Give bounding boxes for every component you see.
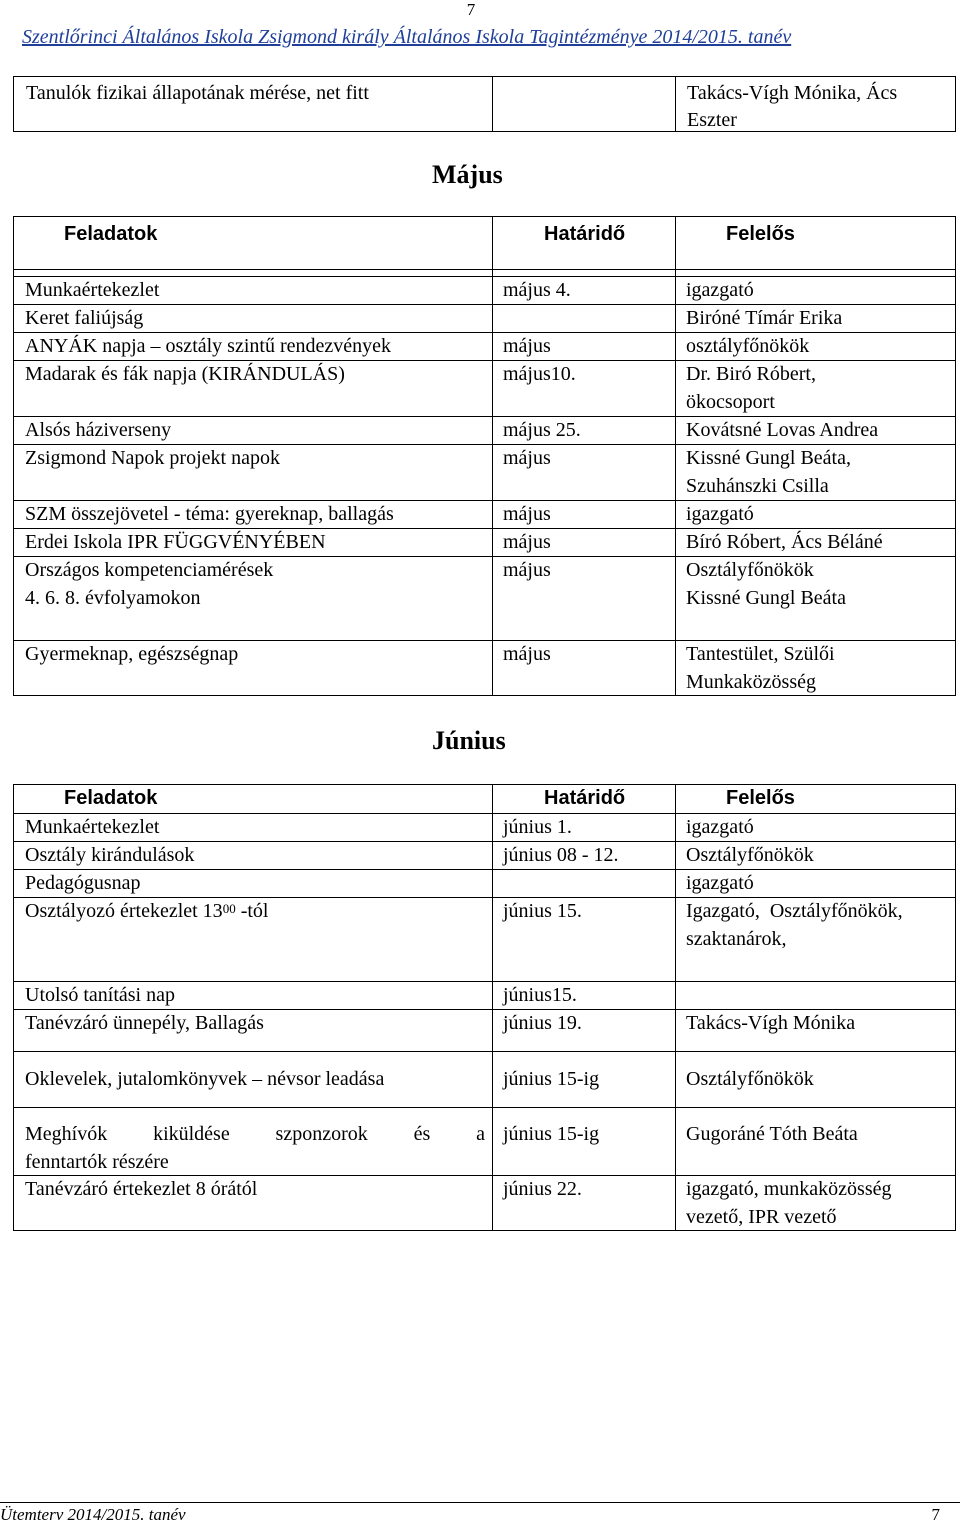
responsible-cell: Osztályfőnökök	[686, 844, 814, 866]
task-cell: Gyermeknap, egészségnap	[25, 643, 239, 665]
task-cell: Erdei Iskola IPR FÜGGVÉNYÉBEN	[25, 531, 326, 553]
task-cell: Országos kompetenciamérések	[25, 559, 274, 581]
task-cell: Tanulók fizikai állapotának mérése, net fitt	[26, 82, 369, 104]
section-title-june: Június	[432, 726, 506, 755]
task-cell: Munkaértekezlet	[25, 816, 160, 838]
footer-title: Ütemterv 2014/2015. tanév	[0, 1505, 186, 1524]
column-header-deadline: Határidő	[544, 787, 626, 809]
task-text: Meghívók kiküldése szponzorok és a	[25, 1123, 485, 1145]
responsible-cell: Osztályfőnökök	[686, 1068, 814, 1090]
task-cell: Munkaértekezlet	[25, 279, 160, 301]
deadline-cell: május	[503, 503, 551, 525]
deadline-cell: május 4.	[503, 279, 571, 301]
responsible-cell: igazgató	[686, 872, 754, 894]
responsible-cell: Takács-Vígh Mónika	[686, 1012, 856, 1034]
task-cell: Tanévzáró értekezlet 8 órától	[25, 1178, 258, 1200]
task-cell: Madarak és fák napja (KIRÁNDULÁS)	[25, 363, 345, 385]
task-cell: Zsigmond Napok projekt napok	[25, 447, 280, 469]
task-cell	[25, 1120, 485, 1148]
responsible-cell: Bíró Róbert, Ács Béláné	[686, 531, 883, 553]
task-cell: Utolsó tanítási nap	[25, 984, 175, 1006]
responsible-cell: igazgató	[686, 503, 754, 525]
task-cell: Keret faliújság	[25, 307, 144, 329]
responsible-cell: Osztályfőnökök	[686, 559, 814, 581]
footer-divider	[0, 1502, 960, 1503]
responsible-cell: Igazgató, Osztályfőnökök,	[686, 900, 903, 922]
responsible-cell: Gugoráné Tóth Beáta	[686, 1123, 858, 1145]
responsible-cell: Takács-Vígh Mónika, Ács	[687, 82, 898, 104]
deadline-cell: május	[503, 447, 551, 469]
deadline-cell: május	[503, 559, 551, 581]
column-header-tasks: Feladatok	[64, 223, 158, 245]
task-cell: Tanévzáró ünnepély, Ballagás	[25, 1012, 264, 1034]
task-cell: Pedagógusnap	[25, 872, 141, 894]
task-superscript: 00	[222, 901, 236, 916]
deadline-cell: május	[503, 643, 551, 665]
responsible-cell: Kovátsné Lovas Andrea	[686, 419, 879, 441]
responsible-cell: Dr. Biró Róbert,	[686, 363, 816, 385]
task-cell	[25, 897, 485, 925]
task-cell: Oklevelek, jutalomkönyvek – névsor leadása	[25, 1068, 385, 1090]
column-header-responsible: Felelős	[726, 787, 795, 809]
deadline-cell: május	[503, 531, 551, 553]
june-rows	[13, 813, 956, 1231]
task-cell: SZM összejövetel - téma: gyereknap, ballagás	[25, 503, 394, 525]
task-cell: Alsós háziverseny	[25, 419, 172, 441]
task-cell: fenntartók részére	[25, 1151, 169, 1173]
responsible-cell: Kissné Gungl Beáta,	[686, 447, 851, 469]
section-title-may: Május	[432, 160, 503, 189]
task-cell: 4. 6. 8. évfolyamokon	[25, 587, 201, 609]
page-header: Szentlőrinci Általános Iskola Zsigmond király Általános Iskola Tagintézménye 2014/2015. tanév	[22, 26, 792, 48]
deadline-cell: június 1.	[503, 816, 572, 838]
deadline-cell: május	[503, 335, 551, 357]
responsible-cell: Biróné Tímár Erika	[686, 307, 843, 329]
deadline-cell: június 08 - 12.	[503, 844, 619, 866]
responsible-cell: vezető, IPR vezető	[686, 1206, 837, 1228]
responsible-cell: igazgató, munkaközösség	[686, 1178, 892, 1200]
responsible-cell: Kissné Gungl Beáta	[686, 587, 846, 609]
column-header-responsible: Felelős	[726, 223, 795, 245]
task-text-suffix: -tól	[235, 900, 269, 922]
task-cell: ANYÁK napja – osztály szintű rendezvények	[25, 335, 391, 357]
deadline-cell: május10.	[503, 363, 576, 385]
deadline-cell: június 15-ig	[503, 1123, 600, 1145]
responsible-cell: igazgató	[686, 816, 754, 838]
column-header-deadline: Határidő	[544, 223, 626, 245]
responsible-cell: ökocsoport	[686, 391, 775, 413]
deadline-cell: június 15-ig	[503, 1068, 600, 1090]
responsible-cell: Munkaközösség	[686, 671, 816, 693]
deadline-cell: június 19.	[503, 1012, 582, 1034]
responsible-cell: Tantestület, Szülői	[686, 643, 835, 665]
deadline-cell: június 15.	[503, 900, 582, 922]
deadline-cell: június 22.	[503, 1178, 582, 1200]
top-row-table	[13, 76, 956, 132]
responsible-cell: osztályfőnökök	[686, 335, 810, 357]
task-text: Osztályozó értekezlet 13	[25, 900, 223, 922]
page-number: 7	[466, 0, 476, 19]
may-rows	[13, 276, 956, 696]
column-header-tasks: Feladatok	[64, 787, 158, 809]
responsible-cell: igazgató	[686, 279, 754, 301]
footer-page-number: 7	[931, 1505, 940, 1524]
responsible-cell: Eszter	[687, 109, 737, 131]
responsible-cell: Szuhánszki Csilla	[686, 475, 829, 497]
deadline-cell: június15.	[503, 984, 577, 1006]
task-cell: Osztály kirándulások	[25, 844, 195, 866]
responsible-cell: szaktanárok,	[686, 928, 787, 950]
deadline-cell: május 25.	[503, 419, 581, 441]
